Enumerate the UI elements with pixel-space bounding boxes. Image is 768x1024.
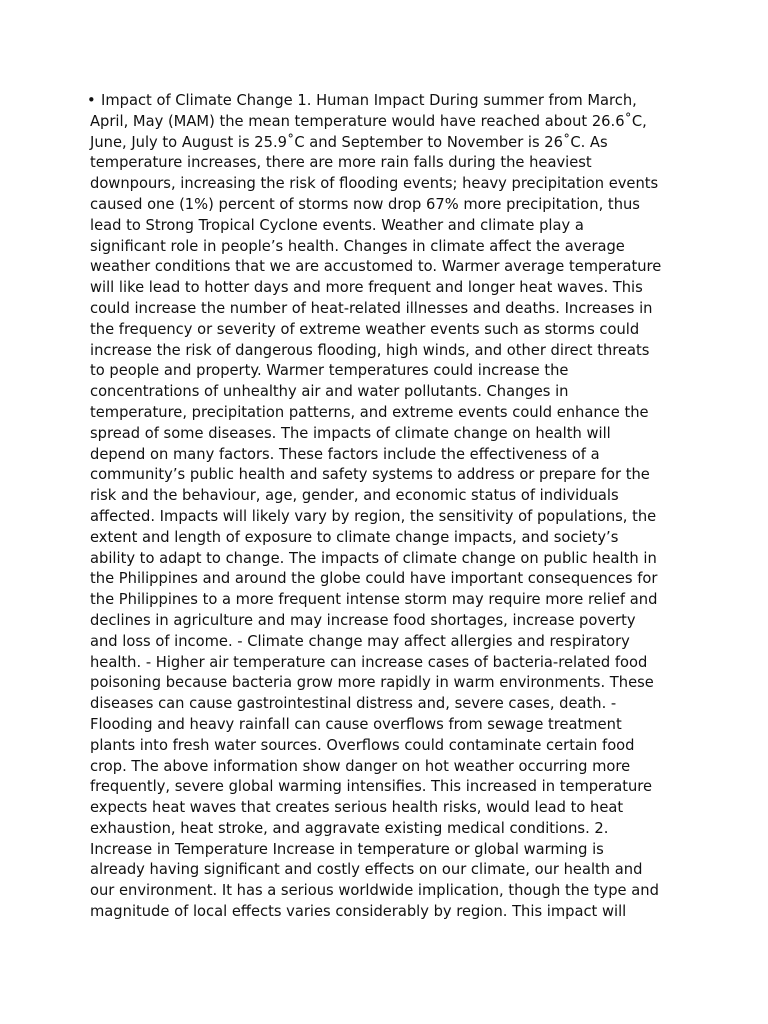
text-line: Flooding and heavy rainfall can cause overflows from sewage treatment [90,715,622,733]
text-line: spread of some diseases. The impacts of climate change on health will [90,424,611,442]
text-line: lead to Strong Tropical Cyclone events. Weather and climate play a [90,216,584,234]
text-line: downpours, increasing the risk of flooding events; heavy precipitation events [90,175,659,193]
text-line: declines in agriculture and may increase food shortages, increase poverty [90,611,636,629]
text-line: our environment. It has a serious worldwide implication, though the type and [90,882,659,900]
text-line: temperature increases, there are more rain falls during the heaviest [90,154,592,172]
bullet-marker: • [87,92,96,109]
text-line: health. - Higher air temperature can increase cases of bacteria-related food [90,653,648,671]
text-line: the Philippines and around the globe could have important consequences for [90,570,658,588]
body-text [87,91,690,923]
text-line: will like lead to hotter days and more frequent and longer heat waves. This [90,279,643,297]
text-line: diseases can cause gastrointestinal distress and, severe cases, death. - [90,695,617,713]
text-line: expects heat waves that creates serious health risks, would lead to heat [90,799,624,817]
text-line: frequently, severe global warming intensifies. This increased in temperature [90,778,653,796]
text-line: and loss of income. - Climate change may affect allergies and respiratory [90,632,630,650]
text-lines [90,91,690,923]
text-line: Impact of Climate Change 1. Human Impact During summer from March, [101,92,637,109]
text-line: exhaustion, heat stroke, and aggravate existing medical conditions. 2. [90,819,609,837]
text-line: magnitude of local effects varies considerably by region. This impact will [90,903,627,921]
text-line: depend on many factors. These factors include the effectiveness of a [90,445,600,463]
text-line: plants into fresh water sources. Overflows could contaminate certain food [90,736,635,754]
text-line: significant role in people’s health. Changes in climate affect the average [90,237,625,255]
text-line: poisoning because bacteria grow more rapidly in warm environments. These [90,674,654,692]
text-line: risk and the behaviour, age, gender, and economic status of individuals [90,487,619,505]
text-line: the frequency or severity of extreme weather events such as storms could [90,320,640,338]
text-line: extent and length of exposure to climate change impacts, and society’s [90,528,619,546]
text-line: April, May (MAM) the mean temperature would have reached about 26.6˚C, [90,112,647,130]
text-line: temperature, precipitation patterns, and extreme events could enhance the [90,403,649,421]
text-line: community’s public health and safety systems to address or prepare for the [90,466,650,484]
text-line: Increase in Temperature Increase in temperature or global warming is [90,840,604,858]
text-line: increase the risk of dangerous flooding, high winds, and other direct threats [90,341,650,359]
text-line: already having significant and costly effects on our climate, our health and [90,861,643,879]
text-line: crop. The above information show danger on hot weather occurring more [90,757,631,775]
text-line: to people and property. Warmer temperatures could increase the [90,362,569,380]
text-line: concentrations of unhealthy air and water pollutants. Changes in [90,383,569,401]
text-line: June, July to August is 25.9˚C and September to November is 26˚C. As [90,133,608,151]
text-line: weather conditions that we are accustomed to. Warmer average temperature [90,258,662,276]
text-line: caused one (1%) percent of storms now drop 67% more precipitation, thus [90,195,640,213]
text-line: ability to adapt to change. The impacts of climate change on public health in [90,549,657,567]
text-line: could increase the number of heat-related illnesses and deaths. Increases in [90,299,653,317]
text-line: affected. Impacts will likely vary by region, the sensitivity of populations, the [90,507,657,525]
text-line: the Philippines to a more frequent intense storm may require more relief and [90,591,658,609]
